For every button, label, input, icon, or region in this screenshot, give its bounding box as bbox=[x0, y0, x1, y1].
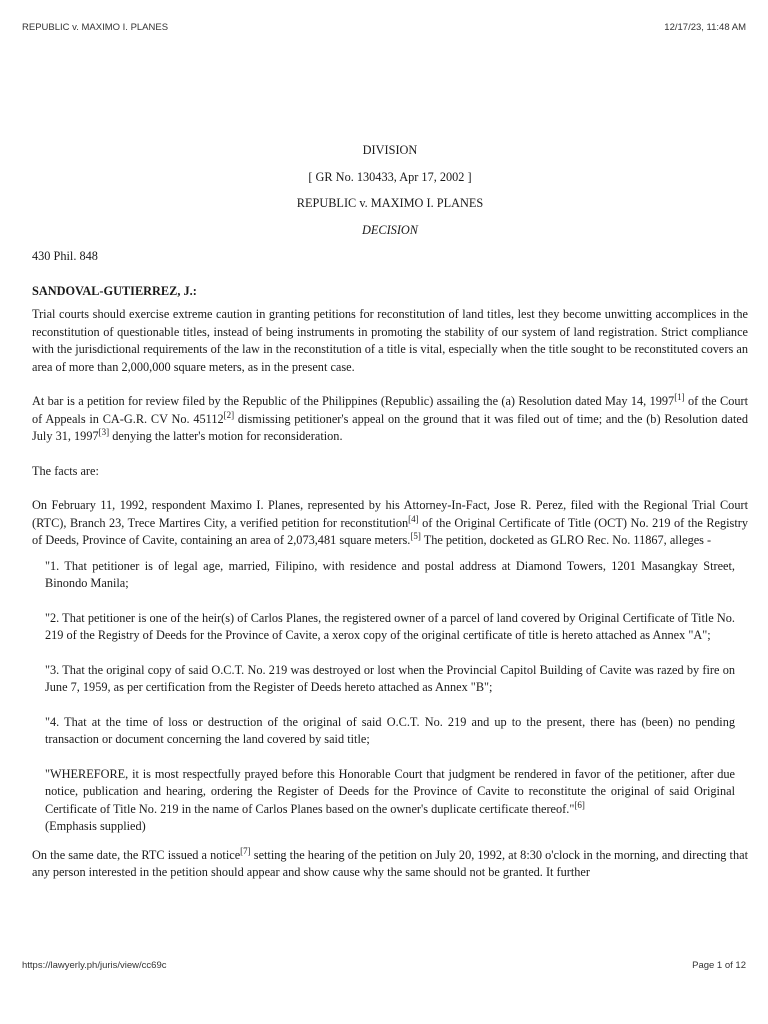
header-title: REPUBLIC v. MAXIMO I. PLANES bbox=[22, 22, 169, 33]
quote-item-4: "4. That at the time of loss or destruction of the original of said O.C.T. No. 219 and up to the present, there has (been) no pending transaction or document concerning the land covered by said title; bbox=[45, 714, 735, 746]
page-number: Page 1 of 12 bbox=[692, 960, 746, 971]
print-footer bbox=[22, 960, 746, 971]
division-heading: DIVISION bbox=[362, 143, 418, 157]
header-datetime: 12/17/23, 11:48 AM bbox=[664, 22, 746, 33]
gr-number: [ GR No. 130433, Apr 17, 2002 ] bbox=[308, 169, 472, 184]
paragraph-5: On the same date, the RTC issued a notice[7] setting the hearing of the petition on July 20, 1992, at 8:30 o'clock in the morning, and directing that any person interested in the petition should appear and show cause why the same should not be granted. It further bbox=[32, 845, 748, 879]
footnote-4-link[interactable]: [4] bbox=[408, 513, 419, 524]
footnote-6-link[interactable]: [6] bbox=[574, 799, 585, 810]
paragraph-4: On February 11, 1992, respondent Maximo I. Planes, represented by his Attorney-In-Fact, Jose R. Perez, filed with the Regional Trial Court (RTC), Branch 23, Trece Martires City, a verified petition for reconstitution[4] of the Original Certificate of Title (OCT) No. 219 of the Registry of Deeds, Province of Cavite, containing an area of 2,073,481 square meters.[5] The petition, docketed as GLRO Rec. No. 11867, alleges - bbox=[32, 498, 748, 547]
quote-item-2: "2. That petitioner is one of the heir(s) of Carlos Planes, the registered owner of a parcel of land covered by Original Certificate of Title No. 219 of the Registry of Deeds for the Province of Cavite, a xerox copy of the original certificate of title is hereto attached as Annex "A"; bbox=[45, 610, 735, 642]
footnote-3-link[interactable]: [3] bbox=[98, 426, 110, 437]
paragraph-2: At bar is a petition for review filed by the Republic of the Philippines (Republic) assailing the (a) Resolution dated May 14, 1997[1] of the Court of Appeals in CA-G.R. CV No. 45112[2] dismissing petitioner's appeal on the ground that it was filed out of time; and the (b) Resolution dated July 31, 1997[3] denying the latter's motion for reconsideration. bbox=[32, 391, 748, 443]
footnote-1-link[interactable]: [1] bbox=[674, 391, 685, 402]
footnote-5-link[interactable]: [5] bbox=[410, 530, 421, 541]
quote-item-3: "3. That the original copy of said O.C.T. No. 219 was destroyed or lost when the Provincial Capitol Building of Cavite was razed by fire on June 7, 1959, as per certification from the Register of Deeds hereto attached as Annex "B"; bbox=[45, 662, 735, 694]
footer-url[interactable]: https://lawyerly.ph/juris/view/cc69c bbox=[22, 960, 167, 971]
case-title: REPUBLIC v. MAXIMO I. PLANES bbox=[296, 196, 484, 210]
decision-heading: DECISION bbox=[361, 222, 418, 237]
quote-item-1: "1. That petitioner is of legal age, married, Filipino, with residence and postal address at Diamond Towers, 1201 Masangkay Street, Binondo Manila; bbox=[45, 558, 735, 590]
paragraph-1: Trial courts should exercise extreme caution in granting petitions for reconstitution of land titles, lest they become unwitting accomplices in the reconstitution of questionable titles, instead of being instruments in promoting the stability of our system of land registration. Strict compliance with the jurisdictional requirements of the law in the reconstitution of a title is vital, especially when the title sought to be reconstituted covers an area of more than 2,000,000 square meters, as in the present case. bbox=[32, 307, 748, 374]
footnote-7-link[interactable]: [7] bbox=[240, 845, 251, 856]
print-header bbox=[22, 22, 746, 33]
paragraph-3: The facts are: bbox=[32, 463, 99, 478]
footnote-2-link[interactable]: [2] bbox=[223, 409, 235, 420]
quote-prayer: "WHEREFORE, it is most respectfully prayed before this Honorable Court that judgment be rendered in favor of the petitioner, after due notice, publication and hearing, ordering the Register of Deeds for the Province of Cavite to reconstitute the original of said Original Certificate of Title No. 219 in the name of Carlos Planes based on the owner's duplicate certificate thereof."[6] (Emphasis supplied) bbox=[45, 766, 735, 833]
citation: 430 Phil. 848 bbox=[32, 249, 98, 263]
document-body bbox=[32, 142, 748, 882]
ponente: SANDOVAL-GUTIERREZ, J.: bbox=[32, 283, 197, 298]
